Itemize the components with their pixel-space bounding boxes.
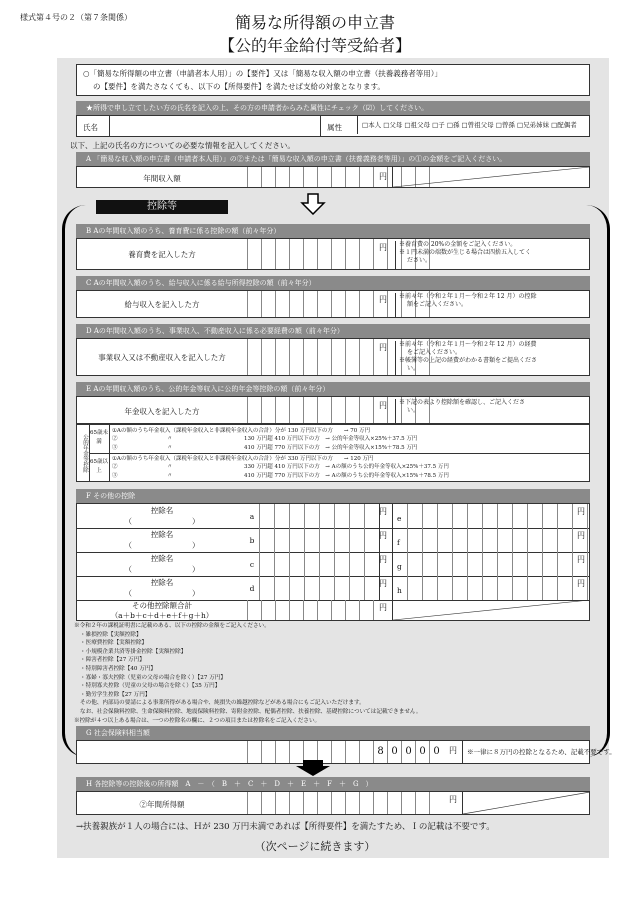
attr-header: ★所得で申し立てしたい方の氏名を記入の上、その方の申請者からみた属性にチェック（☑）してください。 (76, 101, 590, 115)
sec-e-table (76, 424, 590, 482)
sec-d-note: ※前々年（令和２年１月～令和２年 12 月）の経費 をご記入ください。 ※帳簿等の上記の経費がわかる書類をご提出くださ い。 (395, 341, 537, 375)
footer-note: →扶養親族が１人の場合には、Ｈが 230 万円未満であれば【所得要件】を満たすため、Ｉの記載は不要です。 (76, 822, 495, 832)
sec-f-header: F その他の控除 (76, 489, 590, 503)
f-item-d[interactable]: 控除名 （ ） d (77, 576, 589, 601)
arrow-to-h-icon (296, 760, 330, 776)
sec-b-header: B Aの年間収入額のうち、養育費に係る控除の額（前々年分） (76, 224, 590, 238)
sec-g-amount-grid: 8 0 0 0 0 (247, 741, 443, 763)
sec-a-row (76, 166, 590, 188)
sec-c-header: C Aの年間収入額のうち、給与収入に係る給与所得控除の額（前々年分） (76, 276, 590, 290)
sec-a-yen: 円 (379, 172, 387, 181)
sec-d-header: D Aの年間収入額のうち、事業収入、不動産収入に係る必要経費の額（前々年分） (76, 324, 590, 338)
below-note: 以下、上記の氏名の方についての必要な情報を記入してください。 (70, 141, 295, 150)
sec-c-note: ※前々年（令和２年１月～令和２年 12 月）の控除 額をご記入ください。 (395, 293, 536, 317)
continue-note: （次ページに続きます） (254, 840, 376, 853)
sec-c-row (76, 290, 590, 318)
sec-a-diagonal (392, 167, 590, 187)
sec-d-yen: 円 (379, 343, 387, 352)
sec-e-divider-h (89, 453, 589, 454)
page-subtitle: 【公的年金給付等受給者】 (218, 36, 411, 55)
sec-e-note: ※下記の表より控除額を確認し、ご記入くださ い。 (395, 399, 525, 423)
f-notes: ※令和２年の課税証明書に記載のある、以下の控除の金額をご記入ください。 ・雑損控除【実額控除】 ・医療費控除【実額控除】 ・小規模企業共済等掛金控除【実額控除】 ・障害者控除【27 万円】 ・特別障害者控除【40 万円】 ・寡婦・寡夫控除（児童の父母の場合を除く）【27 万円】 ・特別寡夫控除（児童の父母の場合を除く）【35 万円】 ・勤労学生控除【27 万円】 その他、内部局の要請による事業所得がある場合や、純損失の繰越控除などがある場合にもご記入いただけます。 なお、社会保険料控除、生命保険料控除、地震保険料控除、寄附金控除、配偶者控除、扶養控除、基礎控除については記載できません。 ※控除が４つ以上ある場合は、一つの控除名の欄に、２つの項目または控除名をご記入ください。 (74, 623, 422, 724)
page-title: 簡易な所得額の申立書 (234, 13, 395, 32)
f-total-row (77, 600, 589, 620)
f-grid-right (407, 504, 602, 600)
sec-h-amount-grid[interactable] (247, 792, 443, 814)
f-letter-f: f (397, 538, 400, 547)
attr-options[interactable]: □本人 □父母 □祖父母 □子 □孫 □曽祖父母 □曽孫 □兄弟姉妹 □配偶者 (357, 116, 577, 134)
sec-b-note: ※養育費の 20%の金額をご記入ください。 ※１円未満の端数が生じる場合は四捨五入してく ださい。 (395, 241, 531, 269)
attr-row (76, 115, 590, 137)
sec-g-note: ※一律に８万円の控除となるため、記載不要です。 (462, 741, 616, 763)
sec-g-yen: 円 (449, 746, 457, 755)
f-letter-e: e (397, 514, 402, 523)
sec-f-table (76, 503, 590, 621)
sec-c-label: 給与収入を記入した方 (124, 300, 200, 309)
f-total-label: その他控除額合計 (132, 601, 192, 610)
f-item-a[interactable]: 控除名 （ ） a (77, 504, 589, 529)
name-label: 氏名 (83, 123, 98, 132)
sec-h-label: ②年間所得額 (139, 800, 185, 809)
f-right-col (392, 504, 393, 600)
f-yen-right-h: 円 (577, 579, 585, 588)
sec-e-table-1: ①Aの額のうち年金収入（課税年金収入と非課税年金収入の合計）分が 130 万円以下の方 → 70 万円 ② 〃 130 万円超 410 万円以下の方 → 公的年金等収入×25%＋37.5 万円 ③ 〃 410 万円超 770 万円以下の方 → 公的年金等収入×15%＋78.5 万円 (112, 428, 418, 451)
f-yen-right-g: 円 (577, 555, 585, 564)
sec-e-side-label: 公的年金等控除 (77, 425, 90, 481)
f-letter-g: g (397, 562, 402, 571)
f-total-yen: 円 (379, 603, 387, 612)
sec-e-header: E Aの年間収入額のうち、公的年金等収入に公的年金等控除の額（前々年分） (76, 382, 590, 396)
f-item-c[interactable]: 控除名 （ ） c (77, 552, 589, 577)
sec-b-label: 養育費を記入した方 (128, 250, 196, 259)
sec-b-row (76, 238, 590, 270)
f-yen-left-d: 円 (379, 579, 387, 588)
sec-e-yen: 円 (379, 401, 387, 410)
intro-line-2: の【要件】を満たさなくても、以下の【所得要件】を満たせば支給の対象となります。 (93, 82, 385, 91)
f-yen-right-f: 円 (577, 531, 585, 540)
sec-d-row (76, 338, 590, 376)
intro-box (76, 64, 590, 96)
intro-line-1: ○「簡易な所得額の申立書（申請者本人用）」の【要件】又は「簡易な収入額の申立書（扶養義務者等用）」 (83, 69, 443, 78)
sec-e-age2: 65歳以上 (90, 459, 108, 474)
sec-e-row (76, 396, 590, 424)
sec-h-diagonal (462, 792, 590, 814)
sec-b-yen: 円 (379, 243, 387, 252)
sec-e-age1: 65歳未満 (90, 430, 108, 445)
f-yen-left-a: 円 (379, 507, 387, 516)
sec-h-yen: 円 (449, 795, 457, 804)
sec-h-header: H 各控除等の控除後の所得額 A － （ B ＋ C ＋ D ＋ E ＋ F ＋ G ） (76, 777, 590, 791)
f-total-formula: （a＋b＋c＋d＋e＋f＋g＋h） (110, 611, 214, 620)
f-yen-left-c: 円 (379, 555, 387, 564)
f-total-diagonal (392, 600, 590, 620)
f-item-b[interactable]: 控除名 （ ） b (77, 528, 589, 553)
form-id: 様式第４号の２（第７条関係） (20, 13, 132, 22)
sec-c-yen: 円 (379, 295, 387, 304)
sec-e-label: 年金収入を記入した方 (124, 407, 200, 416)
name-field[interactable] (109, 116, 321, 136)
f-grid-left (259, 504, 394, 600)
sec-g-row (76, 740, 616, 764)
sec-d-label: 事業収入又は不動産収入を記入した方 (98, 353, 226, 362)
deduction-title: 控除等 (96, 200, 228, 214)
sec-g-header: G 社会保険料相当額 (76, 726, 590, 740)
f-total-grid[interactable] (247, 600, 387, 620)
attr-label: 属性 (327, 123, 342, 132)
f-yen-left-b: 円 (379, 531, 387, 540)
f-yen-right-e: 円 (577, 507, 585, 516)
f-letter-h: h (397, 586, 402, 595)
sec-a-label: 年間収入額 (143, 174, 181, 183)
sec-e-table-2: ①Aの額のうち年金収入（課税年金収入と非課税年金収入の合計）分が 330 万円以下の方 → 120 万円 ② 〃 330 万円超 410 万円以下の方 → Aの額のうち公的年金等収入×25%＋37.5 万円 ③ 〃 410 万円超 770 万円以下の方 → Aの額のうち公的年金等収入×15%＋78.5 万円 (112, 456, 449, 479)
sec-a-header: A 「簡易な収入額の申立書（申請者本人用）」の②または「簡易な収入額の申立書（扶養義務者等用）」の①の金額をご記入ください。 (76, 152, 590, 166)
sec-h-row (76, 791, 590, 815)
